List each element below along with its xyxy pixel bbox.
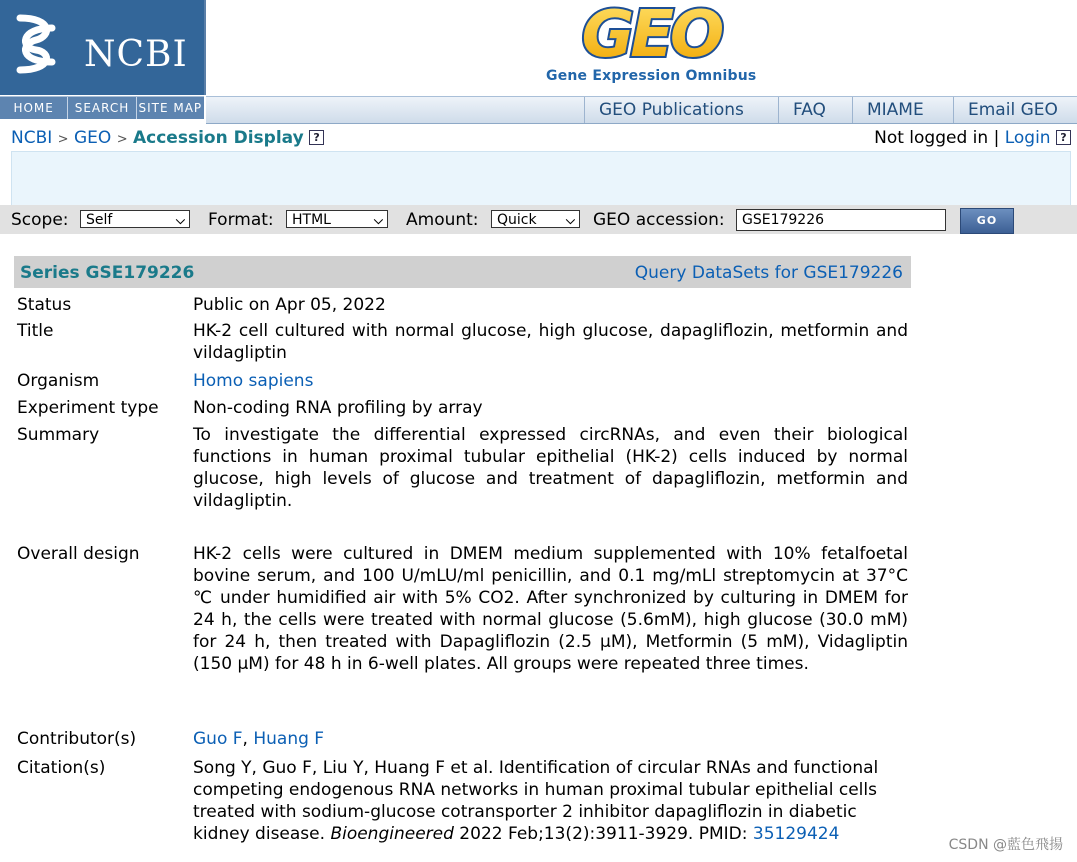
organism-label: Organism xyxy=(17,371,100,391)
scope-value: Self xyxy=(86,212,113,228)
accession-controls xyxy=(0,205,1077,234)
scope-label: Scope: xyxy=(11,210,69,230)
breadcrumb-separator: > xyxy=(57,132,69,147)
breadcrumb-ncbi[interactable]: NCBI xyxy=(11,128,53,148)
ncbi-nav-bar xyxy=(0,96,204,119)
breadcrumb xyxy=(11,128,324,148)
contributor-separator: , xyxy=(242,729,254,749)
nav-search[interactable]: SEARCH xyxy=(68,97,136,119)
format-select[interactable] xyxy=(286,210,388,228)
series-header xyxy=(14,256,911,288)
pmid-link[interactable]: 35129424 xyxy=(752,824,840,844)
breadcrumb-separator: > xyxy=(116,132,128,147)
title-label: Title xyxy=(17,321,54,341)
chevron-down-icon: ⌵ xyxy=(175,213,185,227)
nav-site-map[interactable]: SITE MAP xyxy=(138,101,203,115)
info-banner xyxy=(11,151,1071,207)
nav-home[interactable]: HOME xyxy=(0,97,68,119)
contributors-value xyxy=(193,728,908,750)
format-value: HTML xyxy=(292,212,331,228)
login-separator: | xyxy=(993,128,1000,148)
geo-logo[interactable] xyxy=(556,4,746,64)
experiment-type-value: Non-coding RNA profiling by array xyxy=(193,398,483,418)
amount-label: Amount: xyxy=(406,210,479,230)
amount-select[interactable] xyxy=(491,210,580,228)
login-help-icon[interactable]: ? xyxy=(1056,130,1071,145)
organism-row xyxy=(17,370,908,392)
summary-value: To investigate the differential expressed circRNAs, and even their biological functions in human proximal tubular epithelial (HK-2) cells induced by normal glucose, high levels of glucose and treatment of dapagliflozin, metformin and vildagliptin. xyxy=(193,425,908,511)
overall-design-row xyxy=(17,543,908,697)
login-status-text: Not logged in xyxy=(874,128,989,148)
nav-faq[interactable]: FAQ xyxy=(778,97,840,123)
nav-geo-publications[interactable]: GEO Publications xyxy=(584,97,758,123)
breadcrumb-geo[interactable]: GEO xyxy=(73,128,112,148)
status-label: Status xyxy=(17,295,72,315)
citation-label: Citation(s) xyxy=(17,758,106,778)
chevron-down-icon: ⌵ xyxy=(565,213,575,227)
breadcrumb-current: Accession Display xyxy=(133,128,304,148)
nav-email-geo[interactable]: Email GEO xyxy=(953,97,1072,123)
format-label: Format: xyxy=(208,210,274,230)
geo-logo-text: GEO xyxy=(581,4,721,64)
overall-design-label: Overall design xyxy=(17,544,140,564)
ncbi-logo[interactable] xyxy=(0,0,206,95)
scope-select[interactable] xyxy=(80,210,190,228)
citation-journal: Bioengineered xyxy=(330,824,454,844)
organism-link[interactable]: Homo sapiens xyxy=(193,371,314,391)
geo-nav-bar xyxy=(206,96,1077,124)
contributors-row xyxy=(17,728,908,750)
citation-row xyxy=(17,757,908,861)
series-title: Series GSE179226 xyxy=(20,263,195,283)
dna-helix-icon xyxy=(12,14,60,76)
query-datasets-link[interactable]: Query DataSets for GSE179226 xyxy=(634,263,903,283)
accession-input[interactable] xyxy=(736,209,946,231)
citation-details: 2022 Feb;13(2):3911-3929. PMID: xyxy=(453,824,753,844)
summary-label: Summary xyxy=(17,425,100,445)
help-icon[interactable]: ? xyxy=(309,130,324,145)
summary-row xyxy=(17,424,908,512)
contributor-link[interactable]: Huang F xyxy=(253,729,325,749)
contributors-label: Contributor(s) xyxy=(17,729,137,749)
chevron-down-icon: ⌵ xyxy=(373,213,383,227)
citation-text: Song Y, Guo F, Liu Y, Huang F et al. Identification of circular RNAs and functional competing endogenous RNA networks in human proximal tubular epithelial cells treated with sodium-glucose cotransporter 2 inhibitor dapagliflozin in diabetic kidney disease. xyxy=(193,758,879,844)
status-row xyxy=(17,294,908,316)
title-value: HK-2 cell cultured with normal glucose, high glucose, dapagliflozin, metformin and vildagliptin xyxy=(193,321,908,363)
login-link[interactable]: Login xyxy=(1004,128,1051,148)
nav-miame[interactable]: MIAME xyxy=(852,97,938,123)
experiment-type-row xyxy=(17,397,908,419)
overall-design-value: HK-2 cells were cultured in DMEM medium supplemented with 10% fetalfoetal bovine serum, and 100 U/mLU/ml penicillin, and 0.1 mg/mLl streptomycin at 37°C ℃ under humidified air with 5% CO2. After synchronized by culturing in DMEM for 24 h, the cells were treated with normal glucose (5.6mM), high glucose (30.0 mM) for 24 h, then treated with Dapagliflozin (2.5 μM), Metformin (5 mM), Vidagliptin (150 μM) for 48 h in 6-well plates. All groups were repeated three times. xyxy=(193,544,908,674)
geo-tagline: Gene Expression Omnibus xyxy=(546,68,757,84)
contributor-link[interactable]: Guo F xyxy=(193,729,243,749)
title-row xyxy=(17,320,908,364)
amount-value: Quick xyxy=(497,212,537,228)
experiment-type-label: Experiment type xyxy=(17,398,159,418)
ncbi-logo-text: NCBI xyxy=(84,34,188,75)
status-value: Public on Apr 05, 2022 xyxy=(193,295,386,315)
accession-label: GEO accession: xyxy=(593,210,725,230)
go-button[interactable]: GO xyxy=(960,208,1014,234)
watermark: CSDN @藍色飛揚 xyxy=(948,837,1063,853)
login-status xyxy=(874,128,1071,148)
citation-value xyxy=(193,757,908,845)
